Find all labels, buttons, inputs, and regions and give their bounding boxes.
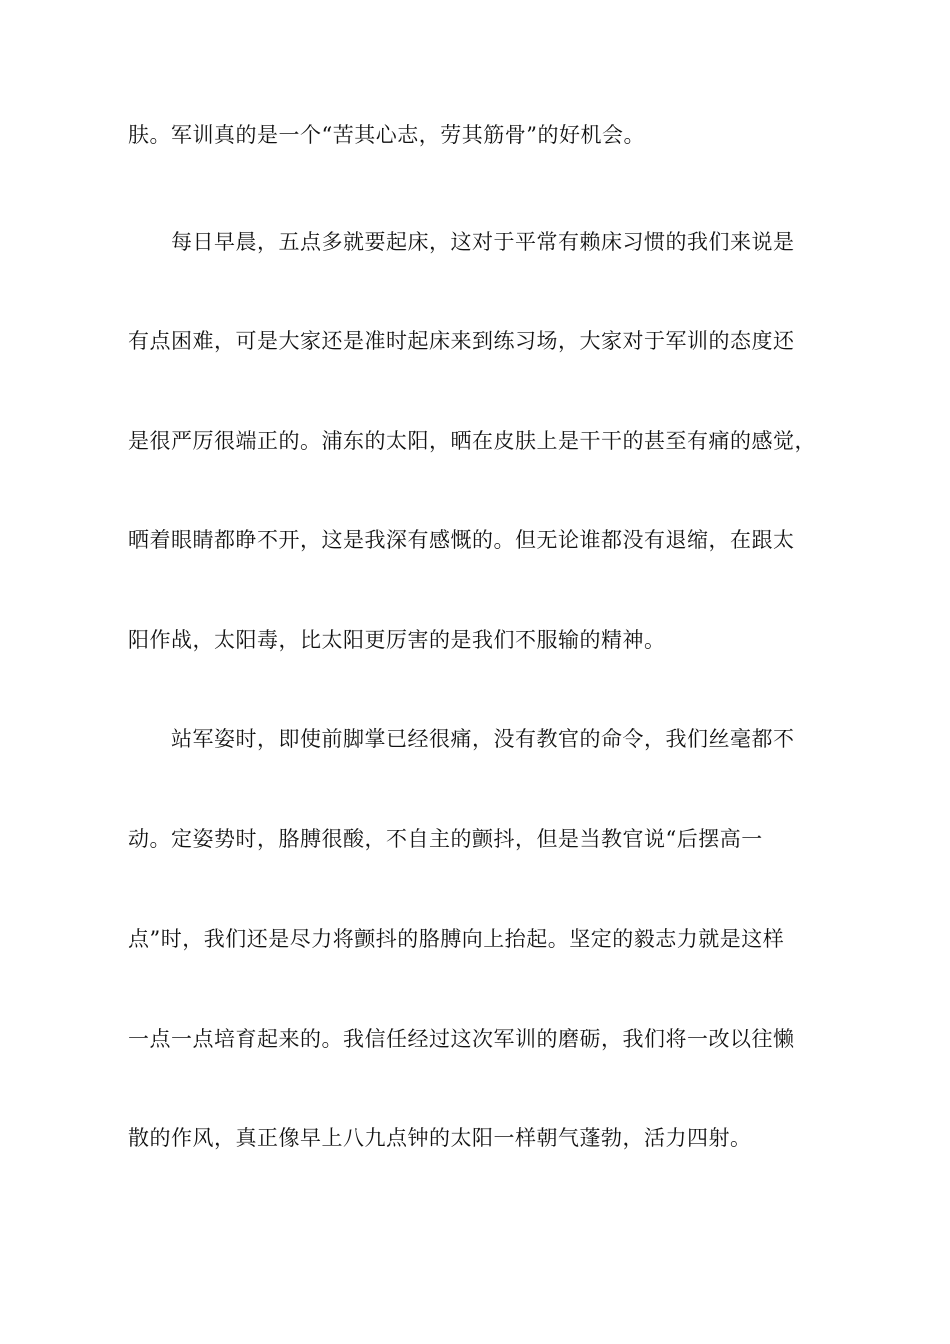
text-line-1: 肤。军训真的是一个“苦其心志，劳其筋骨”的好机会。 [128,123,645,147]
paragraph-3-line-5: 散的作风，真正像早上八九点钟的太阳一样朝气蓬勃，活力四射。 [128,1126,752,1150]
paragraph-3-line-3: 点”时，我们还是尽力将颤抖的胳膊向上抬起。坚定的毅志力就是这样 [128,927,785,951]
paragraph-3-line-4: 一点一点培育起来的。我信任经过这次军训的磨砺，我们将一改以往懒 [128,1027,795,1051]
paragraph-3-line-1: 站军姿时，即使前脚掌已经很痛，没有教官的命令，我们丝毫都不 [171,727,795,751]
paragraph-2-line-1: 每日早晨，五点多就要起床，这对于平常有赖床习惯的我们来说是 [171,230,795,254]
paragraph-2-line-4: 晒着眼睛都睁不开，这是我深有感慨的。但无论谁都没有退缩，在跟太 [128,528,795,552]
paragraph-2-line-2: 有点困难，可是大家还是准时起床来到练习场，大家对于军训的态度还 [128,329,795,353]
paragraph-2-line-3: 是很严厉很端正的。浦东的太阳，晒在皮肤上是干干的甚至有痛的感觉， [128,429,816,453]
paragraph-3-line-2: 动。定姿势时，胳膊很酸，不自主的颤抖，但是当教官说“后摆高一 [128,827,763,851]
paragraph-2-line-5: 阳作战，太阳毒，比太阳更厉害的是我们不服输的精神。 [128,628,666,652]
